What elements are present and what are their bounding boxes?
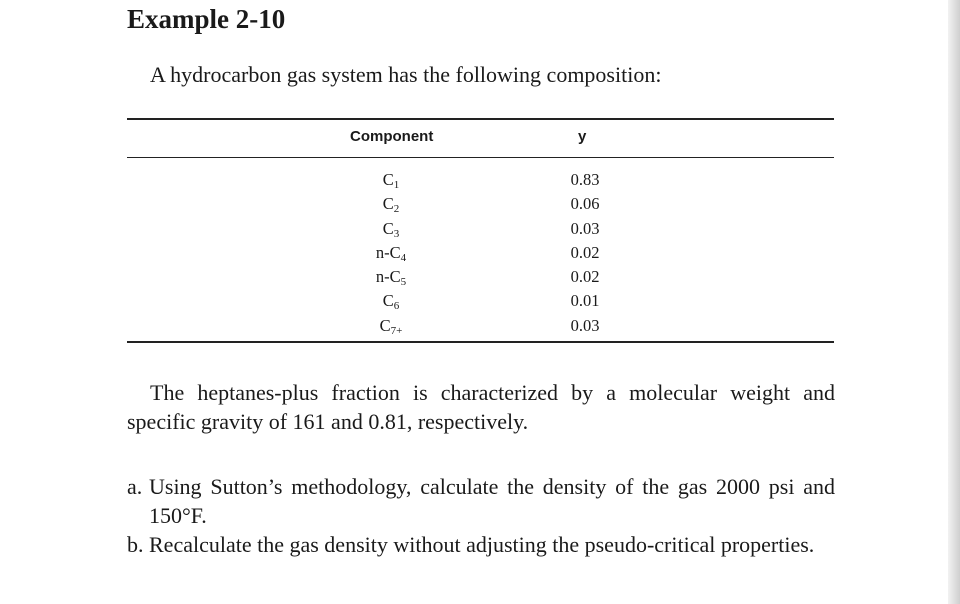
table-header-rule (127, 157, 834, 158)
y-value-cell: 0.03 (570, 315, 600, 335)
component-cell: $C_3$ (382, 218, 400, 240)
y-value-cell: 0.02 (570, 242, 600, 262)
intro-text: A hydrocarbon gas system has the following composition: (150, 62, 662, 87)
heptanes-plus-paragraph (127, 378, 835, 436)
y-value-cell: 0.02 (570, 267, 600, 287)
y-value-cell: 0.83 (570, 170, 600, 189)
table-bottom-rule (127, 341, 834, 343)
question-b-marker: b. (127, 532, 144, 557)
component-header: Component (350, 128, 434, 145)
y-value-cell: 0.06 (570, 194, 600, 214)
component-column (330, 168, 452, 338)
y-header: y (578, 128, 587, 145)
component-cell: $n-C_5$ (375, 267, 407, 289)
example-title: Example 2-10 (127, 4, 286, 34)
y-value-cell: 0.03 (570, 218, 600, 238)
question-a (127, 472, 835, 530)
y-value-cell: 0.01 (570, 291, 600, 311)
question-a-marker: a. (127, 474, 143, 499)
component-cell: $C_2$ (382, 194, 400, 216)
component-cell: $n-C_4$ (375, 242, 407, 264)
component-cell: $C_6$ (382, 291, 400, 313)
component-cell: $C_1$ (382, 170, 400, 191)
question-b (127, 530, 835, 559)
paragraph-text: The heptanes-plus fraction is characterized by a molecular weight and specific gravity of 161 and 0.81, respectively. (127, 380, 835, 434)
mole-fraction-column (545, 168, 625, 338)
component-cell: $C_{7+}$ (379, 315, 403, 337)
question-b-text: Recalculate the gas density without adjusting the pseudo-critical properties. (149, 532, 815, 557)
table-top-rule (127, 118, 834, 120)
page-edge-shadow (948, 0, 960, 604)
question-a-text: Using Sutton’s methodology, calculate the density of the gas 2000 psi and 150°F. (149, 474, 835, 528)
